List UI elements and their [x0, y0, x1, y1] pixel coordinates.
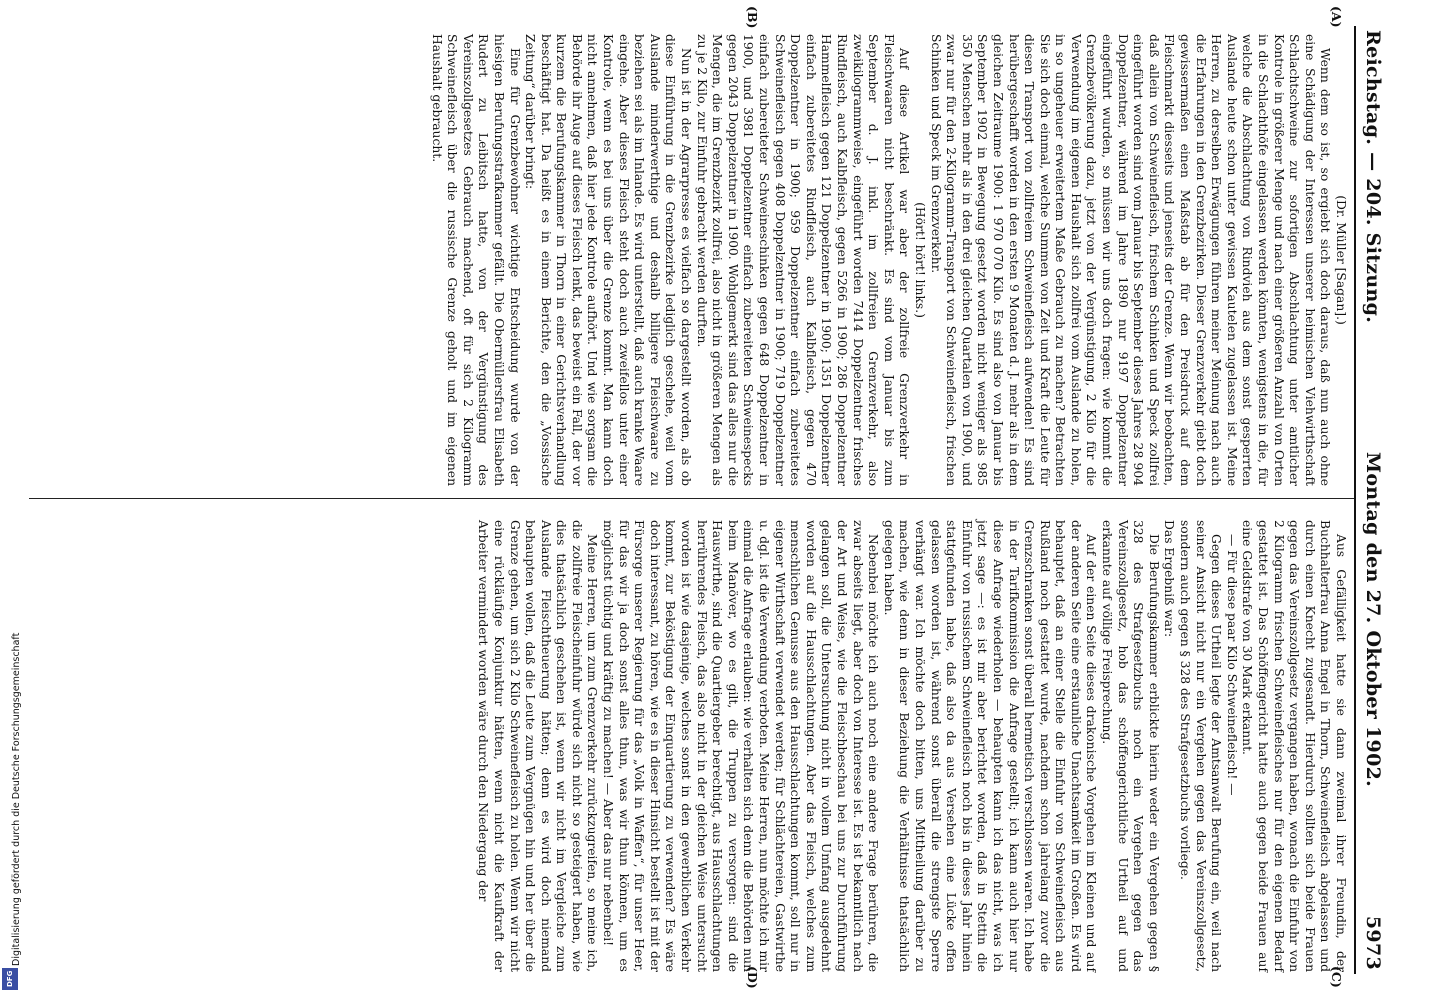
paragraph: Auf diese Artikel war aber der zollfreie Grenzverkehr in Fleischwaaren nicht beschränkt. Es sind vom Januar bis zum September d. J. inkl. im zollfreien Grenzverkehr, also zweikilogrammweise, eingeführt worden 7414 Doppelzentner frisches Rindfleisch, auch Kalbfleisch, gegen 5266 in 1900; 286 Doppelzentner Hammelfleisch gegen 121 Doppelzentner in 1900; 1351 Doppelzentner einfach zubereitetes Rindfleisch, auch Kalbfleisch, gegen 470 Doppelzentner in 1900; 959 Doppelzentner einfach zubereitetes Schweinefleisch gegen 408 Doppelzentner in 1900; 719 Doppelzentner einfach zubereiteter Schweineschinken gegen 648 Doppelzentner in 1900, und 3981 Doppelzentner einfach zubereiteten Schweinespecks gegen 2043 Doppelzentner in 1900. Wohlgemerkt sind das alles nur die Mengen, die im Grenzbezirk zollfrei, also nicht in größeren Mengen als zu je 2 Kilo, zur Einfuhr gebracht werden durften.	[694, 34, 912, 486]
paragraph: Das Ergebniß war:	[1162, 520, 1177, 638]
sidebar-strip	[0, 0, 22, 1000]
speaker-label: (Dr. Müller [Sagan].)	[1334, 195, 1348, 325]
quote-paragraph: Die Berufungskammer erblickte hierin weder ein Vergehen gegen § 328 des Strafgesetzbuchs noch ein Vergehen gegen das Vereinszollgesetz, hob das schöffengerichtliche Urtheil auf und erkannte auf völlige Freisprechung.	[1100, 520, 1161, 972]
header-rule	[1354, 26, 1356, 974]
marker-b: (B)	[745, 6, 760, 29]
paragraph: Nun ist in der Agrarpresse es vielfach so dargestellt worden, als ob diese Einführung in die Grenzbezirke lediglich geschehe, weil vom Auslande minderwerthige und deshalb billigere Fleischwaare zu beziehen sei als im Inlande. Es wird unterstellt, daß auch kranke Waare eingehe. Aber dieses Fleisch steht doch auch zweifellos unter einer Kontrole, wenn es bei uns über die Grenze kommt. Man kann doch nicht annehmen, daß hier jede Kontrole aufhört. Und wie sorgsam die Behörde ihr Auge auf dieses Fleisch lenkt, das beweist ein Fall, der vor kurzem die Berufungskammer in Thorn in einer Gerichtsverhandlung beschäftigt hat. Da heißt es in einem Berichte, den die „Vossische Zeitung“ darüber bringt:	[523, 34, 694, 486]
funding-note: Digitalisierung gefördert durch die Deutsche Forschungsgemeinschaft	[11, 632, 22, 966]
right-column	[475, 520, 1348, 972]
header-right: Montag den 27. Oktober 1902.	[1362, 451, 1384, 788]
paragraph: Wenn dem so ist, so ergiebt sich doch daraus, daß nun auch ohne eine Schädigung der Interessen unserer heimischen Viehwirthschaft Schlachtschweine zur sofortigen Abschlachtung unter amtlicher Kontrole in größerer Menge und nach einer größeren Anzahl von Orten in die Schlachthöfe eingelassen werden könnten, wenigstens in die, für welche die Abschlachtung von Rindvieh aus dem sonst gesperrten Auslande heute schon unter gewissen Kautelen zugelassen ist. Meine Herren, zu derselben Erwägungen führen meiner Meinung nach auch die Erfahrungen in den Grenzbezirken. Dieser Grenzverkehr giebt doch gewissermaßen einen Maßstab ab für den Preisdruck auf dem Fleischmarkt diesseits und jenseits der Grenze. Wenn wir beobachten, daß allein von Schweinefleisch, frischem Schinken und Speck zollfrei eingeführt worden sind vom Januar bis September dieses Jahres 28 904 Doppelzentner, während im Jahre 1890 nur 9197 Doppelzentner eingeführt wurden, so müssen wir uns doch fragen: wie kommt die Grenzbevölkerung dazu, jetzt von der Vergünstigung, 2 Kilo für die Verwendung im eigenen Haushalt sich zollfrei vom Auslande zu holen, in so ungeheuer erweitertem Maße Gebrauch zu machen? Betrachten Sie sich doch einmal, welche Summen von Zeit und Kraft die Leute für diesen Transport von zollfreiem Schweinefleisch aufwenden! Es sind herübergeschafft worden in den ersten 9 Monaten d. J. mehr als in dem gleichen Zeitraume 1900: 1 970 070 Kilo. Es sind also von Januar bis September 1902 in Bewegung gesetzt worden nicht weniger als 985 350 Menschen mehr als in den drei gleichen Quartalen von 1900, und zwar nur für den 2-Kilogramm-Transport von Schweinefleisch, frischen Schinken und Speck im Grenzverkehr.	[928, 34, 1333, 486]
quote-paragraph: Aus Gefälligkeit hatte sie dann zweimal ihrer Freundin, der Buchhalterfrau Anna Engel in Thorn, Schweinefleisch abgelassen und durch einen Knecht zugesandt. Hierdurch sollten sich beide Frauen gegen das Vereinszollgesetz vergangen haben, wonach die Einfuhr von 2 Kilogramm frischen Schweinefleisches nur für den eigenen Bedarf gestattet ist. Das Schöffengericht hatte auch gegen beide Frauen auf eine Geldstrafe von 30 Mark erkannt.	[1240, 520, 1348, 972]
column-rule	[29, 498, 1354, 499]
page-number: 5973	[1362, 915, 1384, 970]
paragraph: Meine Herren, um zum Grenzverkehr zurückzugreifen, so meine ich, die zollfreie Fleischeinfuhr würde sich nicht so gesteigert haben, wie dies thatsächlich geschehen ist, wenn wir nicht im Vergleiche zum Auslande Fleischtheuerung hätten; denn es wird doch niemand behaupten wollen, daß die Leute zum Vergnügen hin und her über die Grenze gehen, um sich 2 Kilo Schweinefleisch zu holen. Wenn wir nicht eine rückläufige Konjunktur hätten, wenn nicht die Kaufkraft der Arbeiter vermindert worden wäre durch den Niedergang der	[476, 520, 600, 972]
dfg-logo	[2, 968, 18, 990]
paragraph: Nebenbei möchte ich auch noch eine andere Frage berühren, die zwar abseits liegt, aber doch von Interesse ist. Es ist bekanntlich nach der Art und Weise, wie die Fleischbeschau bei uns zur Durchführung gelangen soll, die Untersuchung nicht in vollem Umfang ausgedehnt worden auf die Hausschlachtungen. Aber das Fleisch, welches zum menschlichen Genusse aus den Hausschlachtungen kommt, soll nur in eigener Wirthschaft verwendet werden; für Schlächtereien, Gastwirthe u. dgl. ist die Verwendung verboten. Meine Herren, nun möchte ich mir einmal die Anfrage erlauben: wie verhalten sich denn die Behörden nun beim Manöver, wo es gilt, die Truppen zu versorgen: sind die Hauswirthe, sind die Quartiergeber berechtigt, aus Hausschlachtungen herrührendes Fleisch, das also nicht in der gleichen Weise untersucht worden ist wie dasjenige, welches sonst in den gewerblichen Verkehr kommt, zur Beköstigung der Einquartierung zu verwenden? Es wäre doch interessant, zu hören, wie es in dieser Hinsicht bestellt ist mit der Fürsorge unserer Regierung für das „Volk in Waffen“, für unser Heer, für das wir ja doch sonst alles thun, was wir thun können, um es möglichst tüchtig und kräftig zu machen! — Aber das nur nebenbei!	[601, 520, 881, 972]
page-header	[1358, 30, 1388, 970]
dfg-logo-text: DFG	[6, 970, 14, 988]
marker-c: (C)	[1329, 966, 1344, 988]
interjection: (Hört! hört! links.)	[912, 202, 927, 318]
marker-d: (D)	[745, 966, 760, 989]
quote-paragraph: Gegen dieses Urtheil legte der Amtsanwalt Berufung ein, weil nach seiner Ansicht nicht nur ein Vergehen gegen das Vereinszollgesetz, sondern auch gegen § 328 des Strafgesetzbuchs vorliege.	[1178, 520, 1224, 972]
header-left: Reichstag. — 204. Sitzung.	[1362, 30, 1384, 324]
marker-a: (A)	[1329, 6, 1344, 28]
paragraph: Auf der einen Seite dieses drakonische Vorgehen im Kleinen und auf der anderen Seite eine erstaunliche Unachtsamkeit im Großen. Es wird behauptet, daß an einer Stelle die Einfuhr von Schweinefleisch aus Rußland noch gestattet wurde, nachdem schon jahrelang zuvor die Grenzschranken sonst überall hermetisch verschlossen waren. Ich habe in der Tarifkommission die Anfrage gestellt; ich kann auch hier nur diese Anfrage wiederholen — behaupten kann ich das nicht, was ich jetzt sage —: es ist mir aber berichtet worden, daß in Stettin die Einfuhr von russischem Schweinefleisch noch bis in dieses Jahr hinein stattgefunden habe, daß also da aus Versehen eine Lücke offen gelassen worden ist, während sonst überall die strengste Sperre verhängt war. Ich möchte doch bitten, uns Mittheilung darüber zu machen, wie denn in dieser Beziehung die Verhältnisse thatsächlich gelegen haben.	[881, 520, 1099, 972]
paragraph: — Für diese paar Kilo Schweinefleisch! —	[1224, 534, 1239, 796]
quote-paragraph: Eine für Grenzbewohner wichtige Entscheidung wurde von der hiesigen Berufungsstrafkammer gefällt. Die Obermüllersfrau Elisabeth Rudert zu Leibitsch hatte, von der Vergünstigung des Vereinszollgesetzes Gebrauch machend, oft für sich 2 Kilogramm Schweinefleisch über die russische Grenze geholt und im eigenen Haushalt gebraucht.	[429, 34, 522, 486]
left-column	[428, 34, 1348, 486]
